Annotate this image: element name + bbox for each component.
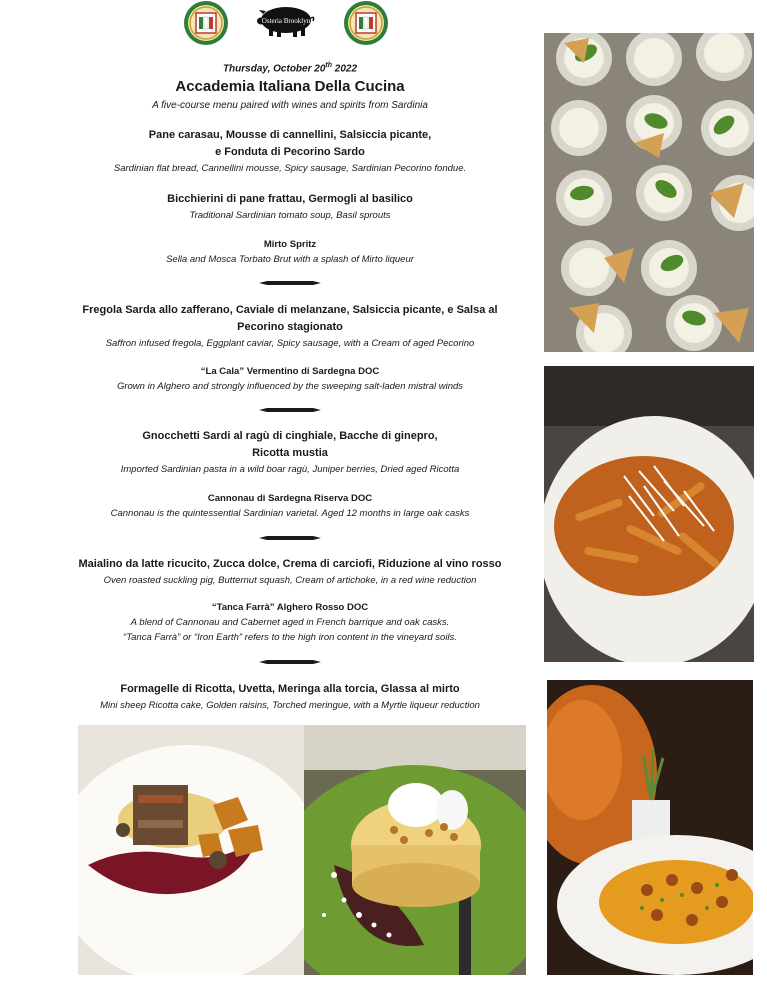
pairing-description: Cannonau is the quintessential Sardinian varietal. Aged 12 months in large oak casks (110, 508, 470, 519)
course-name-line: Maialino da latte ricucito, Zucca dolce, Crema di carciofi, Riduzione al vino rosso (78, 558, 502, 570)
pairing-name: “La Cala” Vermentino di Sardegna DOC (200, 366, 380, 377)
course-4 (40, 428, 540, 477)
pairing-name: Cannonau di Sardegna Riserva DOC (207, 493, 373, 504)
course-name-line: Bicchierini di pane frattau, Germogli al basilico (167, 193, 413, 205)
course-name-line: Formagelle di Ricotta, Uvetta, Meringa alla torcia, Glassa al mirto (120, 683, 460, 695)
pairing-description: “Tanca Farrà” or “Iron Earth” refers to the high iron content in the vineyard soils. (123, 632, 457, 643)
pairing-5 (40, 600, 540, 645)
pairing-name: Mirto Spritz (263, 239, 317, 250)
course-2 (40, 191, 540, 223)
divider-ornament-icon (259, 535, 321, 541)
course-6 (40, 681, 540, 713)
suckling-pig-photo (78, 725, 304, 975)
course-3 (40, 302, 540, 351)
course-name-line: Pecorino stagionato (237, 321, 343, 333)
course-name-line: e Fonduta di Pecorino Sardo (215, 146, 365, 158)
fregola-photo (547, 680, 753, 975)
pairing-description: Grown in Alghero and strongly influenced by the sweeping salt-laden mistral winds (116, 381, 464, 392)
course-description: Oven roasted suckling pig, Butternut squash, Cream of artichoke, in a red wine reduction (103, 575, 477, 586)
course-name-line: Gnocchetti Sardi al ragù di cinghiale, Bacche di ginepro, (142, 430, 438, 442)
divider-ornament-icon (259, 407, 321, 413)
pairing-description: Sella and Mosca Torbato Brut with a splash of Mirto liqueur (166, 254, 414, 265)
course-description: Sardinian flat bread, Cannellini mousse, Spicy sausage, Sardinian Pecorino fondue. (113, 163, 467, 174)
courses-area (40, 0, 540, 720)
pairing-2 (40, 237, 540, 267)
course-name-line: Ricotta mustia (252, 447, 328, 459)
menu-title: Accademia Italiana Della Cucina (175, 78, 405, 95)
menu-subtitle: A five-course menu paired with wines and spirits from Sardinia (152, 100, 428, 111)
course-description: Imported Sardinian pasta in a wild boar ragù, Juniper berries, Dried aged Ricotta (120, 464, 460, 475)
pasta-photo (544, 366, 754, 662)
course-name-line: Pane carasau, Mousse di cannellini, Salsiccia picante, (148, 129, 432, 141)
divider-ornament-icon (259, 659, 321, 665)
appetizer-photo (544, 33, 754, 352)
pairing-description: A blend of Cannonau and Cabernet aged in French barrique and oak casks. (130, 617, 450, 628)
event-date: Thursday, October 20th 2022 (222, 62, 358, 75)
pig-logo-text: Osteria Brooklyn (261, 17, 311, 25)
divider-ornament-icon (259, 280, 321, 286)
course-description: Mini sheep Ricotta cake, Golden raisins, Torched meringue, with a Myrtle liqueur reduction (100, 700, 480, 711)
course-1 (40, 127, 540, 176)
course-description: Saffron infused fregola, Eggplant caviar, Spicy sausage, with a Cream of aged Pecorino (105, 338, 475, 349)
course-description: Traditional Sardinian tomato soup, Basil sprouts (189, 210, 391, 221)
pairing-3 (40, 364, 540, 394)
course-name-line: Fregola Sarda allo zafferano, Caviale di melanzane, Salsiccia picante, e Salsa al (82, 304, 498, 316)
pairing-4 (40, 491, 540, 521)
ricotta-cake-photo (304, 725, 526, 975)
pairing-name: “Tanca Farrà” Alghero Rosso DOC (211, 602, 369, 613)
course-5 (40, 556, 540, 588)
